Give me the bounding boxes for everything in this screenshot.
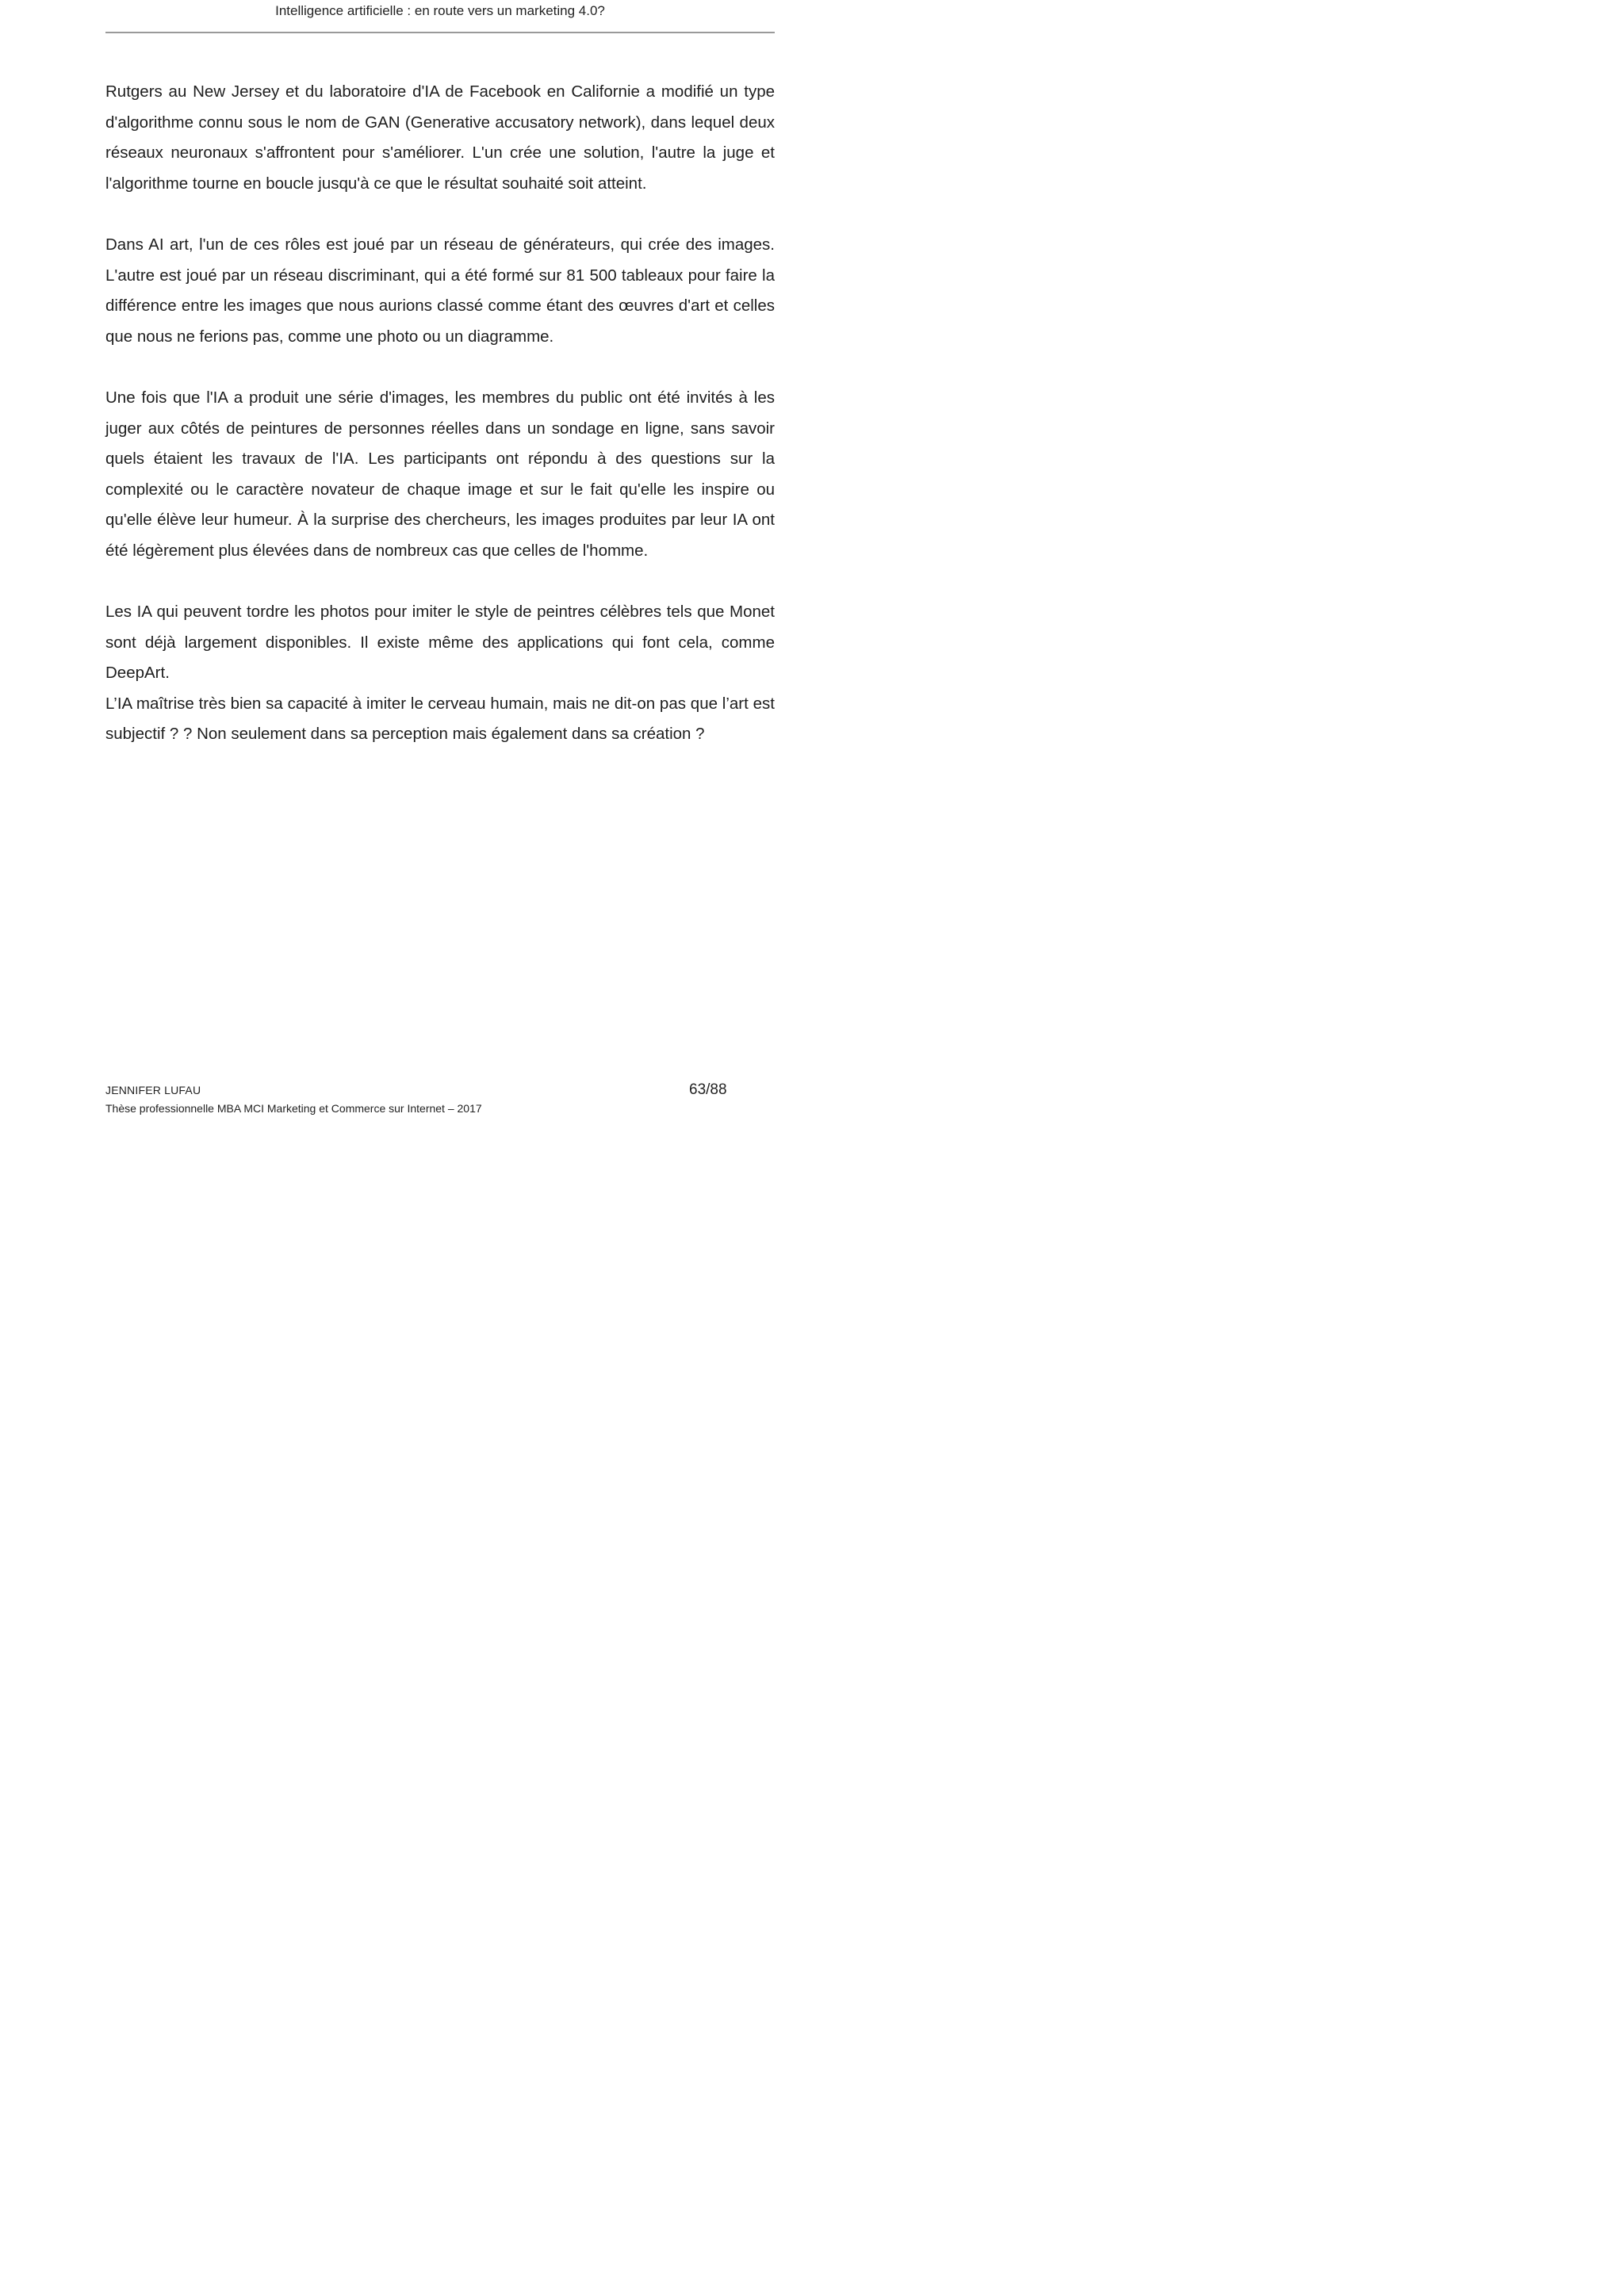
document-page [0,0,874,1235]
footer-thesis-title: Thèse professionnelle MBA MCI Marketing et Commerce sur Internet – 2017 [105,1102,482,1115]
paragraph: L’IA maîtrise très bien sa capacité à imiter le cerveau humain, mais ne dit-on pas que l’art est subjectif ? ? Non seulement dans sa perception mais également dans sa création ? [105,694,775,744]
header-divider [105,32,775,33]
paragraph: Rutgers au New Jersey et du laboratoire d'IA de Facebook en Californie a modifié un type d'algorithme connu sous le nom de GAN (Generative accusatory network), dans lequel deux réseaux neuronaux s'affrontent pour s'améliorer. L'un crée une solution, l'autre la juge et l'algorithme tourne en boucle jusqu'à ce que le résultat souhaité soit atteint. [105,82,775,193]
page-number: 63/88 [689,1081,727,1098]
body-text [105,77,775,750]
paragraph: Dans AI art, l'un de ces rôles est joué par un réseau de générateurs, qui crée des images. L'autre est joué par un réseau discriminant, qui a été formé sur 81 500 tableaux pour faire la différence entre les images que nous aurions classé comme étant des œuvres d'art et celles que nous ne ferions pas, comme une photo ou un diagramme. [105,235,775,346]
running-header-title: Intelligence artificielle : en route vers un marketing 4.0? [275,3,605,18]
footer-author: JENNIFER LUFAU [105,1084,201,1096]
paragraph: Une fois que l'IA a produit une série d'images, les membres du public ont été invités à les juger aux côtés de peintures de personnes réelles dans un sondage en ligne, sans savoir quels étaient les travaux de l'IA. Les participants ont répondu à des questions sur la complexité ou le caractère novateur de chaque image et sur le fait qu'elle les inspire ou qu'elle élève leur humeur. À la surprise des chercheurs, les images produites par leur IA ont été légèrement plus élevées dans de nombreux cas que celles de l'homme. [105,388,775,560]
paragraph: Les IA qui peuvent tordre les photos pour imiter le style de peintres célèbres tels que Monet sont déjà largement disponibles. Il existe même des applications qui font cela, comme DeepArt. [105,603,775,683]
